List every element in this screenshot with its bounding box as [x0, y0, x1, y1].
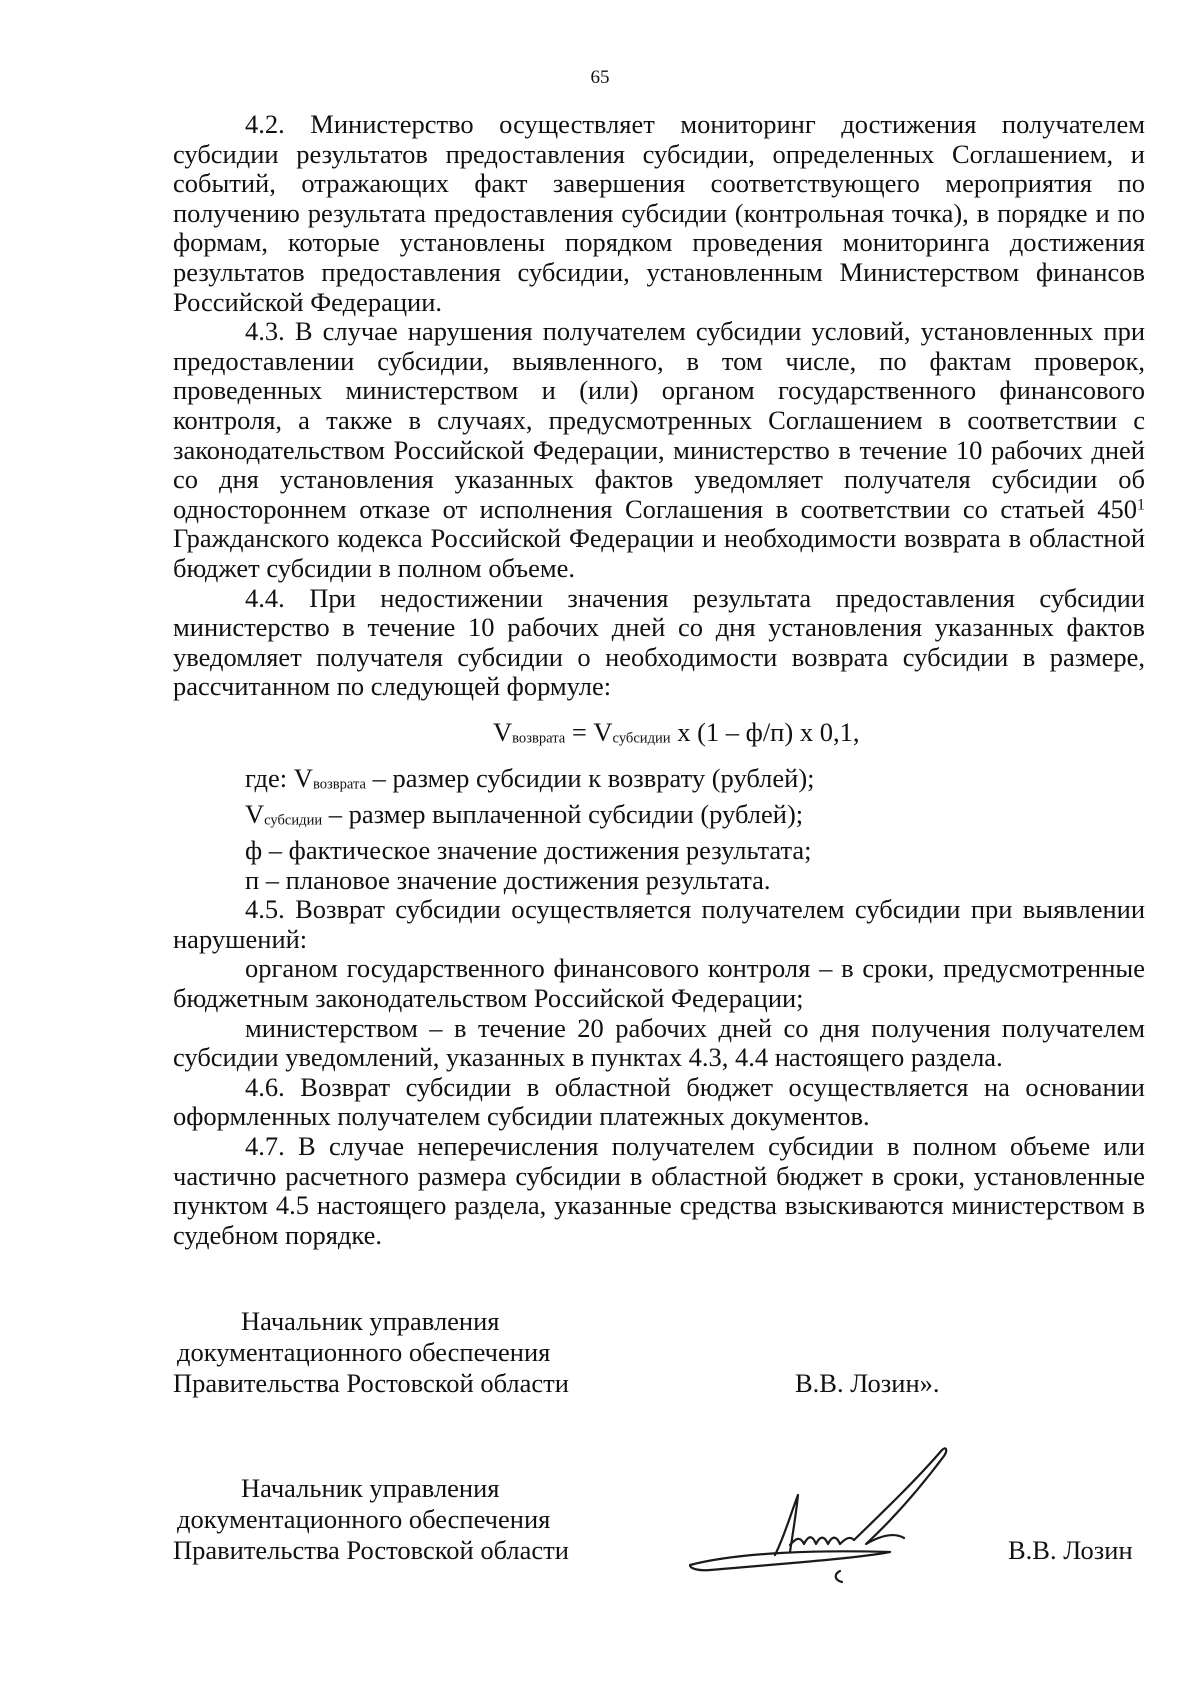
legend-line-return: [173, 764, 1145, 800]
legend-v: V: [293, 762, 313, 793]
sig1-line-2: документационного обеспечения: [177, 1337, 551, 1367]
article-superscript: 1: [1137, 495, 1145, 513]
legend-subsidy-text: – размер выплаченной субсидии (рублей);: [322, 798, 804, 829]
paragraph-4-3: [173, 317, 1145, 583]
legend-sub-subsidy: субсидии: [264, 812, 323, 829]
sig2-line-2: документационного обеспечения: [177, 1504, 551, 1534]
page-number: 65: [590, 67, 610, 88]
signature-block-1-name: В.В. Лозин».: [795, 1368, 940, 1398]
return-formula: [173, 710, 1145, 754]
sig1-line-1: Начальник управления: [241, 1306, 500, 1336]
signature-block-1-title: [173, 1306, 673, 1399]
legend-prefix: где:: [245, 762, 294, 793]
paragraph-4-3-text: 4.3. В случае нарушения получателем субсидии условий, установленных при предоставлении субсидии, выявленного, в том числе, по фактам проверок, проведенных министерством и (или) органом государственного финансового контроля, а также в случаях, предусмотренных Соглашением в соответствии с законодательством Российской Федерации, министерство в течение 10 рабочих дней со дня установления указанных фактов уведомляет получателя субсидии об одностороннем отказе от исполнения Соглашения в соответствии со статьей 450: [173, 316, 1145, 524]
sig2-line-1: Начальник управления: [241, 1473, 500, 1503]
sig1-line-3: Правительства Ростовской области: [173, 1368, 569, 1398]
legend-line-actual: ф – фактическое значение достижения результата;: [245, 834, 812, 865]
formula-sub-return: возврата: [512, 730, 566, 747]
handwritten-signature-icon: [680, 1440, 1000, 1590]
formula-sub-subsidy: субсидии: [612, 730, 671, 747]
paragraph-4-7: 4.7. В случае неперечисления получателем субсидии в полном объеме или частично расчетного размера субсидии в областной бюджет в сроки, установленные пунктом 4.5 настоящего раздела, указанные средства взыскиваются министерством в судебном порядке.: [173, 1130, 1145, 1250]
signature-block-2-title: [173, 1473, 673, 1566]
formula-rest: х (1 – ф/п) х 0,1,: [670, 716, 860, 747]
legend-sub-return: возврата: [312, 776, 366, 793]
document-body: [173, 110, 1145, 1250]
signature-block-2-name: В.В. Лозин: [1008, 1535, 1133, 1565]
formula-v-subsidy: V: [593, 716, 613, 747]
formula-equals: =: [565, 716, 594, 747]
paragraph-4-5: 4.5. Возврат субсидии осуществляется получателем субсидии при выявлении нарушений:: [173, 894, 1145, 954]
paragraph-4-5-b: министерством – в течение 20 рабочих дней со дня получения получателем субсидии уведомлений, указанных в пунктах 4.3, 4.4 настоящего раздела.: [173, 1012, 1145, 1073]
legend-return-text: – размер субсидии к возврату (рублей);: [366, 762, 815, 793]
paragraph-4-4: 4.4. При недостижении значения результата предоставления субсидии министерство в течение 10 рабочих дней со дня установления указанных фактов уведомляет получателя субсидии о необходимости возврата субсидии в размере, рассчитанном по следующей формуле:: [173, 582, 1145, 702]
formula-v-return: V: [493, 716, 513, 747]
paragraph-4-2: 4.2. Министерство осуществляет мониторинг достижения получателем субсидии результатов предоставления субсидии, определенных Соглашением, и событий, отражающих факт завершения соответствующего мероприятия по получению результата предоставления субсидии (контрольная точка), в порядке и по формам, которые установлены порядком проведения мониторинга достижения результатов предоставления субсидии, установленным Министерством финансов Российской Федерации.: [173, 109, 1145, 317]
paragraph-4-6: 4.6. Возврат субсидии в областной бюджет осуществляется на основании оформленных получателем субсидии платежных документов.: [173, 1071, 1145, 1132]
paragraph-4-5-a: органом государственного финансового контроля – в сроки, предусмотренные бюджетным законодательством Российской Федерации;: [173, 953, 1145, 1013]
legend-line-plan: п – плановое значение достижения результата.: [245, 864, 771, 895]
legend-line-subsidy: [173, 800, 1145, 836]
formula-legend: [173, 764, 1145, 895]
legend-v: V: [245, 798, 265, 829]
sig2-line-3: Правительства Ростовской области: [173, 1535, 569, 1565]
paragraph-4-3-text-end: Гражданского кодекса Российской Федерации и необходимости возврата в областной бюджет субсидии в полном объеме.: [173, 523, 1145, 583]
